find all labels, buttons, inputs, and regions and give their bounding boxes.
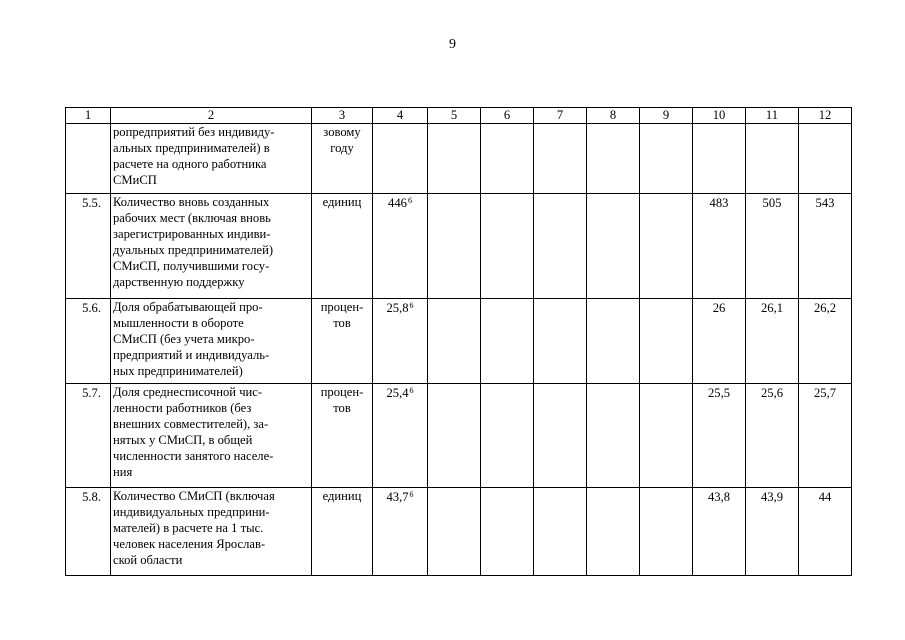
unit-line: процен- [320,385,364,399]
unit-line: году [330,141,354,155]
empty-cell-col8 [587,299,640,384]
indicator-name-line: ской области [113,553,183,567]
value-cell-col11: 26,1 [746,299,799,384]
indicator-name-cell [111,384,312,488]
indicator-name-line: СМиСП [113,173,157,187]
empty-cell-col7 [534,194,587,299]
indicator-name-line: внешних совместителей), за- [113,417,269,431]
footnote-marker: 6 [407,196,412,205]
indicator-name-line: численности занятого населе- [113,449,274,463]
empty-cell-col9 [640,384,693,488]
column-header: 5 [428,108,481,124]
column-header: 8 [587,108,640,124]
column-header: 10 [693,108,746,124]
indicator-name-line: Количество СМиСП (включая [113,489,275,503]
indicators-table [65,107,852,576]
empty-cell-col6 [481,384,534,488]
footnote-marker: 6 [409,490,414,499]
value-cell-col4 [373,384,428,488]
indicator-name-line: ных предпринимателей) [113,364,243,378]
column-header: 1 [66,108,111,124]
value-cell-col10 [693,124,746,194]
indicator-name-line: Количество вновь созданных [113,195,270,209]
value-cell-col11: 505 [746,194,799,299]
table-row [66,384,852,488]
empty-cell-col8 [587,194,640,299]
unit-cell [312,194,373,299]
empty-cell-col6 [481,194,534,299]
value-cell-col12: 44 [799,488,852,576]
empty-cell-col5 [428,488,481,576]
footnote-marker: 6 [409,301,414,310]
value-cell-col4 [373,124,428,194]
empty-cell-col9 [640,124,693,194]
value-cell-col10: 483 [693,194,746,299]
unit-cell [312,299,373,384]
empty-cell-col8 [587,124,640,194]
table-row [66,299,852,384]
value-cell-col4 [373,299,428,384]
value-cell-col4 [373,194,428,299]
value-cell-col10: 25,5 [693,384,746,488]
indicator-name-line: альных предпринимателей) в [113,141,270,155]
unit-cell [312,124,373,194]
indicator-name-line: ния [113,465,133,479]
empty-cell-col8 [587,488,640,576]
empty-cell-col7 [534,299,587,384]
table-body [66,108,852,576]
empty-cell-col7 [534,384,587,488]
empty-cell-col9 [640,488,693,576]
empty-cell-col5 [428,124,481,194]
value-col4: 446 [388,196,407,210]
column-header: 3 [312,108,373,124]
indicator-name-line: нятых у СМиСП, в общей [113,433,253,447]
empty-cell-col6 [481,488,534,576]
value-col4: 25,4 [386,386,409,400]
indicator-name-cell [111,488,312,576]
indicator-name-line: рабочих мест (включая вновь [113,211,271,225]
table-row [66,488,852,576]
unit-line: процен- [320,300,364,314]
indicator-name-line: мышленности в обороте [113,316,244,330]
unit-line: единиц [322,489,362,503]
indicator-name-line: расчете на одного работника [113,157,267,171]
column-header: 7 [534,108,587,124]
indicator-name-line: зарегистрированных индиви- [113,227,271,241]
empty-cell-col5 [428,299,481,384]
unit-cell [312,384,373,488]
column-header: 9 [640,108,693,124]
value-cell-col11 [746,124,799,194]
column-header: 6 [481,108,534,124]
indicator-name-line: ропредприятий без индивиду- [113,125,275,139]
empty-cell-col5 [428,384,481,488]
unit-line: единиц [322,195,362,209]
column-header: 12 [799,108,852,124]
value-cell-col10: 26 [693,299,746,384]
value-cell-col12 [799,124,852,194]
value-cell-col12: 543 [799,194,852,299]
indicator-name-line: мателей) в расчете на 1 тыс. [113,521,264,535]
empty-cell-col6 [481,299,534,384]
empty-cell-col9 [640,299,693,384]
unit-line: зовому [323,125,361,139]
value-cell-col4 [373,488,428,576]
unit-line: тов [333,316,351,330]
empty-cell-col5 [428,194,481,299]
unit-line: тов [333,401,351,415]
column-header: 11 [746,108,799,124]
indicator-name-line: Доля среднесписочной чис- [113,385,263,399]
row-number-cell: 5.8. [66,488,111,576]
value-cell-col11: 25,6 [746,384,799,488]
row-number-cell: 5.7. [66,384,111,488]
value-col4: 25,8 [386,301,409,315]
indicator-name-line: индивидуальных предприни- [113,505,270,519]
indicator-name-line: СМиСП (без учета микро- [113,332,255,346]
value-cell-col12: 26,2 [799,299,852,384]
value-col4: 43,7 [386,490,409,504]
indicator-name-line: человек населения Ярослав- [113,537,266,551]
column-header: 4 [373,108,428,124]
page-number: 9 [449,37,456,52]
empty-cell-col7 [534,488,587,576]
unit-cell [312,488,373,576]
indicator-name-line: предприятий и индивидуаль- [113,348,270,362]
empty-cell-col6 [481,124,534,194]
indicator-name-line: дуальных предпринимателей) [113,243,274,257]
indicator-name-cell [111,194,312,299]
indicator-name-cell [111,299,312,384]
column-header: 2 [111,108,312,124]
row-number-cell [66,124,111,194]
table-row [66,194,852,299]
indicator-name-line: ленности работников (без [113,401,252,415]
empty-cell-col9 [640,194,693,299]
indicator-name-line: дарственную поддержку [113,275,245,289]
row-number-cell: 5.5. [66,194,111,299]
footnote-marker: 6 [409,386,414,395]
indicator-name-cell [111,124,312,194]
value-cell-col11: 43,9 [746,488,799,576]
value-cell-col12: 25,7 [799,384,852,488]
empty-cell-col8 [587,384,640,488]
table-header-row [66,108,852,124]
value-cell-col10: 43,8 [693,488,746,576]
indicator-name-line: СМиСП, получившими госу- [113,259,270,273]
table-row [66,124,852,194]
row-number-cell: 5.6. [66,299,111,384]
empty-cell-col7 [534,124,587,194]
indicator-name-line: Доля обрабатывающей про- [113,300,263,314]
